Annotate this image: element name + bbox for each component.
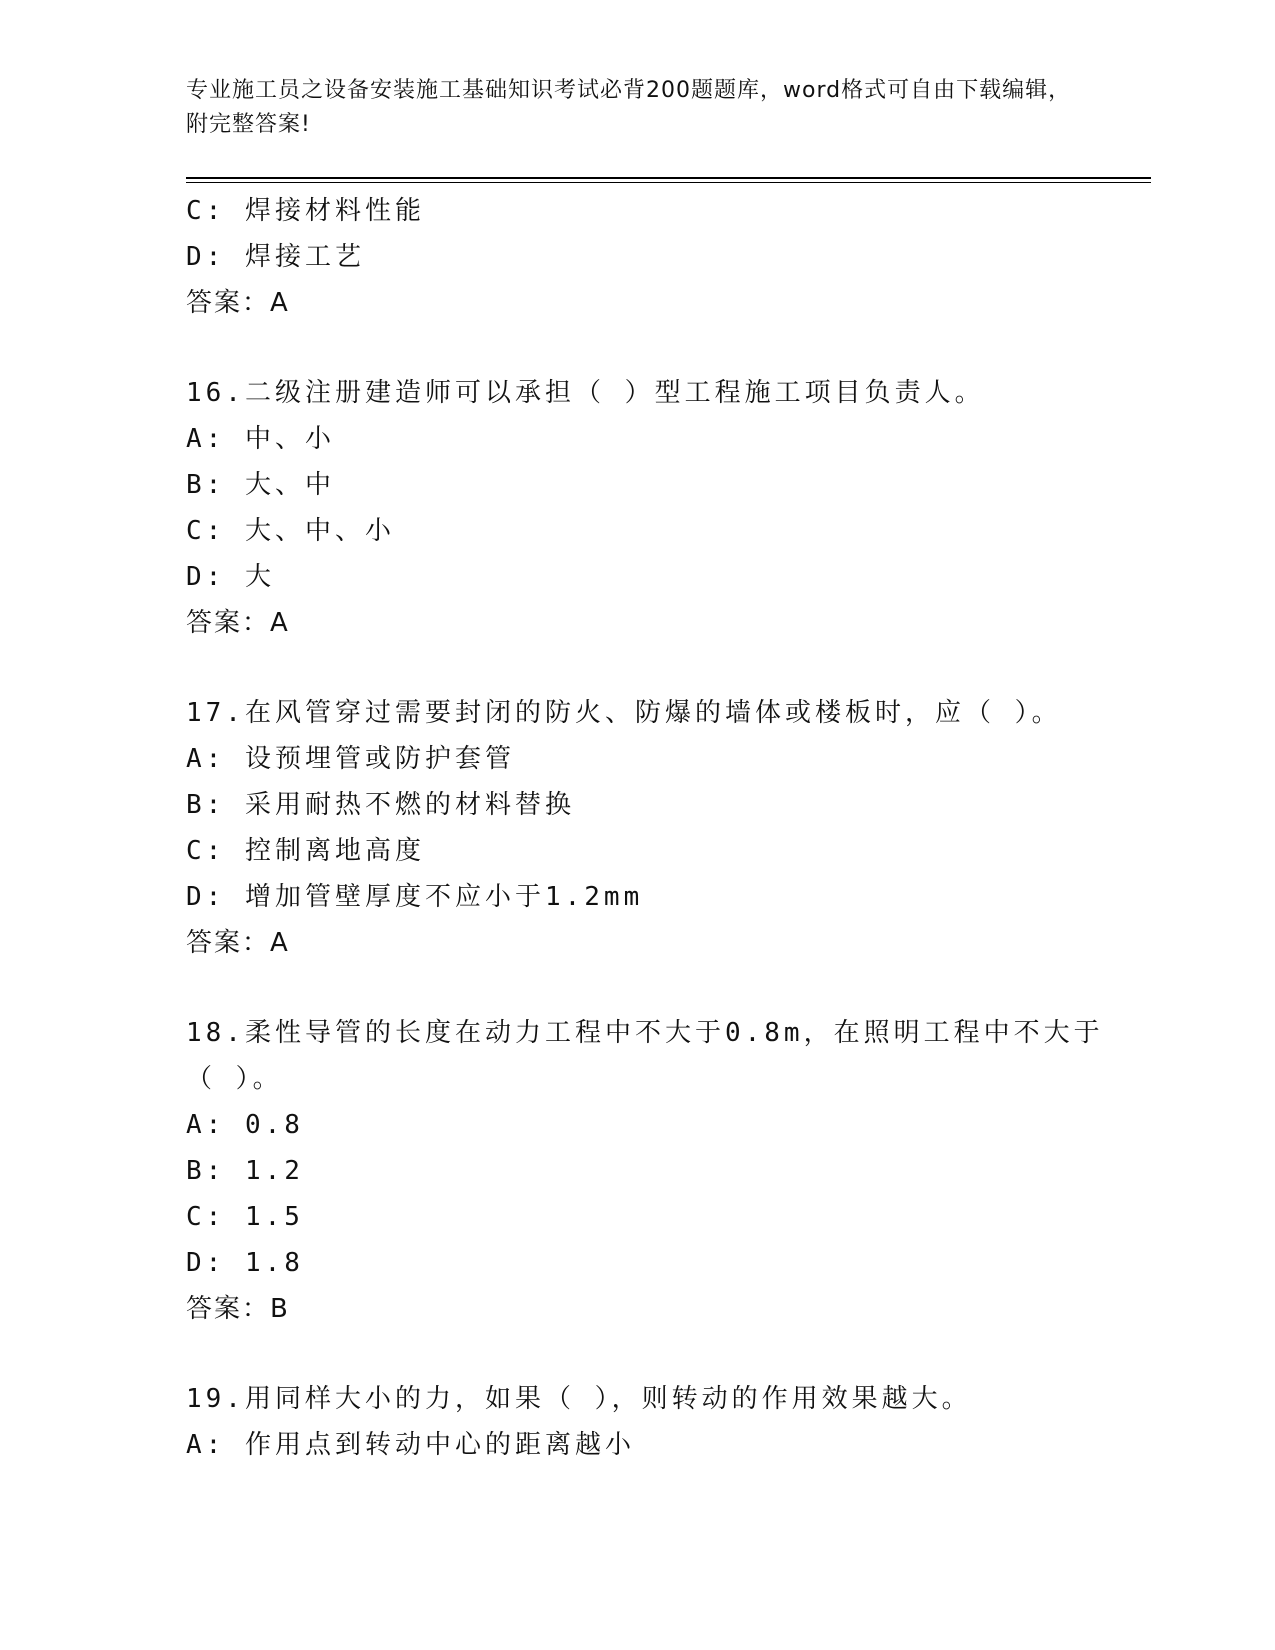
question-block [186, 690, 1106, 966]
option-b: B: 大、中 [186, 470, 335, 500]
option-a: A: 中、小 [186, 424, 335, 454]
option-b: B: 1.2 [186, 1156, 304, 1186]
question-text: 16.二级注册建造师可以承担（ ）型工程施工项目负责人。 [186, 378, 985, 408]
question-block-continued [186, 188, 1106, 326]
option-d: D: 1.8 [186, 1248, 304, 1278]
option-b: B: 采用耐热不燃的材料替换 [186, 790, 575, 820]
question-block [186, 370, 1106, 646]
question-text: 19.用同样大小的力，如果（ ），则转动的作用效果越大。 [186, 1384, 972, 1414]
header-divider-thin [186, 182, 1151, 183]
question-content [186, 188, 1106, 1468]
option-c: C: 控制离地高度 [186, 836, 425, 866]
question-block [186, 1010, 1106, 1332]
question-text: 18.柔性导管的长度在动力工程中不大于0.8m，在照明工程中不大于（ ）。 [186, 1018, 1104, 1094]
question-block [186, 1376, 1106, 1468]
question-text: 17.在风管穿过需要封闭的防火、防爆的墙体或楼板时，应（ ）。 [186, 698, 1062, 728]
option-c: C: 焊接材料性能 [186, 196, 425, 226]
option-a: A: 设预埋管或防护套管 [186, 744, 515, 774]
option-d: D: 增加管壁厚度不应小于1.2mm [186, 882, 644, 912]
document-title: 专业施工员之设备安装施工基础知识考试必背200题题库，word格式可自由下载编辑，附完整答案! [186, 78, 1072, 137]
option-a: A: 0.8 [186, 1110, 304, 1140]
option-d: D: 焊接工艺 [186, 242, 365, 272]
option-d: D: 大 [186, 562, 275, 592]
option-a: A: 作用点到转动中心的距离越小 [186, 1430, 635, 1460]
answer-line: 答案：A [186, 288, 290, 318]
answer-line: 答案：B [186, 1294, 290, 1324]
header-divider-thick [186, 177, 1151, 179]
answer-line: 答案：A [186, 928, 290, 958]
option-c: C: 1.5 [186, 1202, 304, 1232]
answer-line: 答案：A [186, 608, 290, 638]
option-c: C: 大、中、小 [186, 516, 395, 546]
